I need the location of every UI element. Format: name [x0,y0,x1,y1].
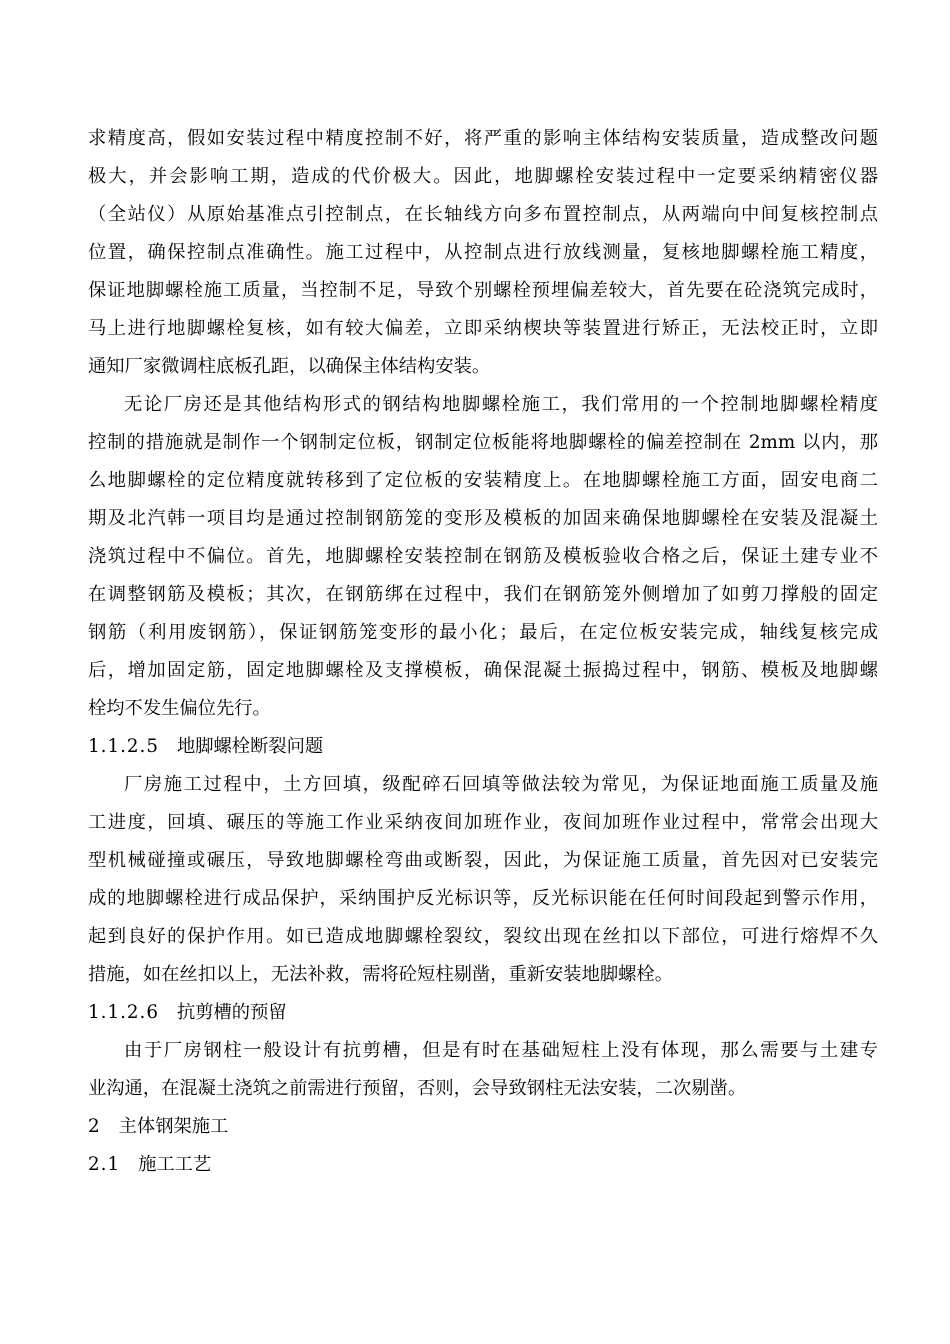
text-line: 钢筋（利用废钢筋），保证钢筋笼变形的最小化；最后，在定位板安装完成，轴线复核完成 [88,622,878,643]
text-line: 型机械碰撞或碾压，导致地脚螺栓弯曲或断裂，因此，为保证施工质量，首先因对已安装完 [88,850,878,871]
text-line: 极大，并会影响工期，造成的代价极大。因此，地脚螺栓安装过程中一定要采纳精密仪器 [88,166,878,187]
section-title: 抗剪槽的预留 [176,1002,287,1023]
paragraph-positioning-plate [88,386,878,728]
text-line: 么地脚螺栓的定位精度就转移到了定位板的安装精度上。在地脚螺栓施工方面，固安电商二 [88,470,878,491]
text-line: 在调整钢筋及模板；其次，在钢筋绑在过程中，我们在钢筋笼外侧增加了如剪刀撑般的固定 [88,584,878,605]
text-line: 期及北汽韩一项目均是通过控制钢筋笼的变形及模板的加固来确保地脚螺栓在安装及混凝土 [88,508,878,529]
section-heading [88,994,878,1032]
text-line: 厂房施工过程中，土方回填，级配碎石回填等做法较为常见，为保证地面施工质量及施 [124,774,878,795]
section-number: 2.1 [88,1154,121,1175]
chapter-heading [88,1108,878,1146]
document-body [88,120,878,1184]
text-line: 起到良好的保护作用。如已造成地脚螺栓裂纹，裂纹出现在丝扣以下部位，可进行熔焊不久 [88,926,878,947]
text-line: 措施，如在丝扣以上，无法补救，需将砼短柱剔凿，重新安装地脚螺栓。 [88,964,673,985]
paragraph-bolt-fracture [88,766,878,994]
section-number: 2 [88,1116,101,1137]
section-number: 1.1.2.6 [88,1002,159,1023]
text-line: 马上进行地脚螺栓复核，如有较大偏差，立即采纳楔块等装置进行矫正，无法校正时，立即 [88,318,878,339]
text-line: 通知厂家微调柱底板孔距，以确保主体结构安装。 [88,356,491,377]
text-line: 求精度高，假如安装过程中精度控制不好，将严重的影响主体结构安装质量，造成整改问题 [88,128,878,149]
text-line: 成的地脚螺栓进行成品保护，采纳围护反光标识等，反光标识能在任何时间段起到警示作用， [88,888,878,909]
paragraph-anchor-bolt-precision [88,120,878,386]
text-line: 业沟通，在混凝土浇筑之前需进行预留，否则，会导致钢柱无法安装，二次剔凿。 [88,1078,747,1099]
section-heading [88,728,878,766]
text-line: 后，增加固定筋，固定地脚螺栓及支撑模板，确保混凝土振捣过程中，钢筋、模板及地脚螺 [88,660,878,681]
text-line: 无论厂房还是其他结构形式的钢结构地脚螺栓施工，我们常用的一个控制地脚螺栓精度 [124,394,878,415]
section-title: 主体钢架施工 [118,1116,229,1137]
text-line: 保证地脚螺栓施工质量，当控制不足，导致个别螺栓预埋偏差较大，首先要在砼浇筑完成时， [88,280,878,301]
text-line: 浇筑过程中不偏位。首先，地脚螺栓安装控制在钢筋及模板验收合格之后，保证土建专业不 [88,546,878,567]
text-line: 工进度，回填、碾压的等施工作业采纳夜间加班作业，夜间加班作业过程中，常常会出现大 [88,812,878,833]
section-heading [88,1146,878,1184]
text-line: 由于厂房钢柱一般设计有抗剪槽，但是有时在基础短柱上没有体现，那么需要与土建专 [124,1040,878,1061]
paragraph-shear-slot [88,1032,878,1108]
section-title: 地脚螺栓断裂问题 [176,736,324,757]
text-line: 位置，确保控制点准确性。施工过程中，从控制点进行放线测量，复核地脚螺栓施工精度， [88,242,878,263]
section-title: 施工工艺 [138,1154,212,1175]
section-number: 1.1.2.5 [88,736,159,757]
text-line: 栓均不发生偏位先行。 [88,698,271,719]
text-line: 控制的措施就是制作一个钢制定位板，钢制定位板能将地脚螺栓的偏差控制在 2mm 以内，那 [88,432,878,453]
text-line: （全站仪）从原始基准点引控制点，在长轴线方向多布置控制点，从两端向中间复核控制点 [88,204,878,225]
